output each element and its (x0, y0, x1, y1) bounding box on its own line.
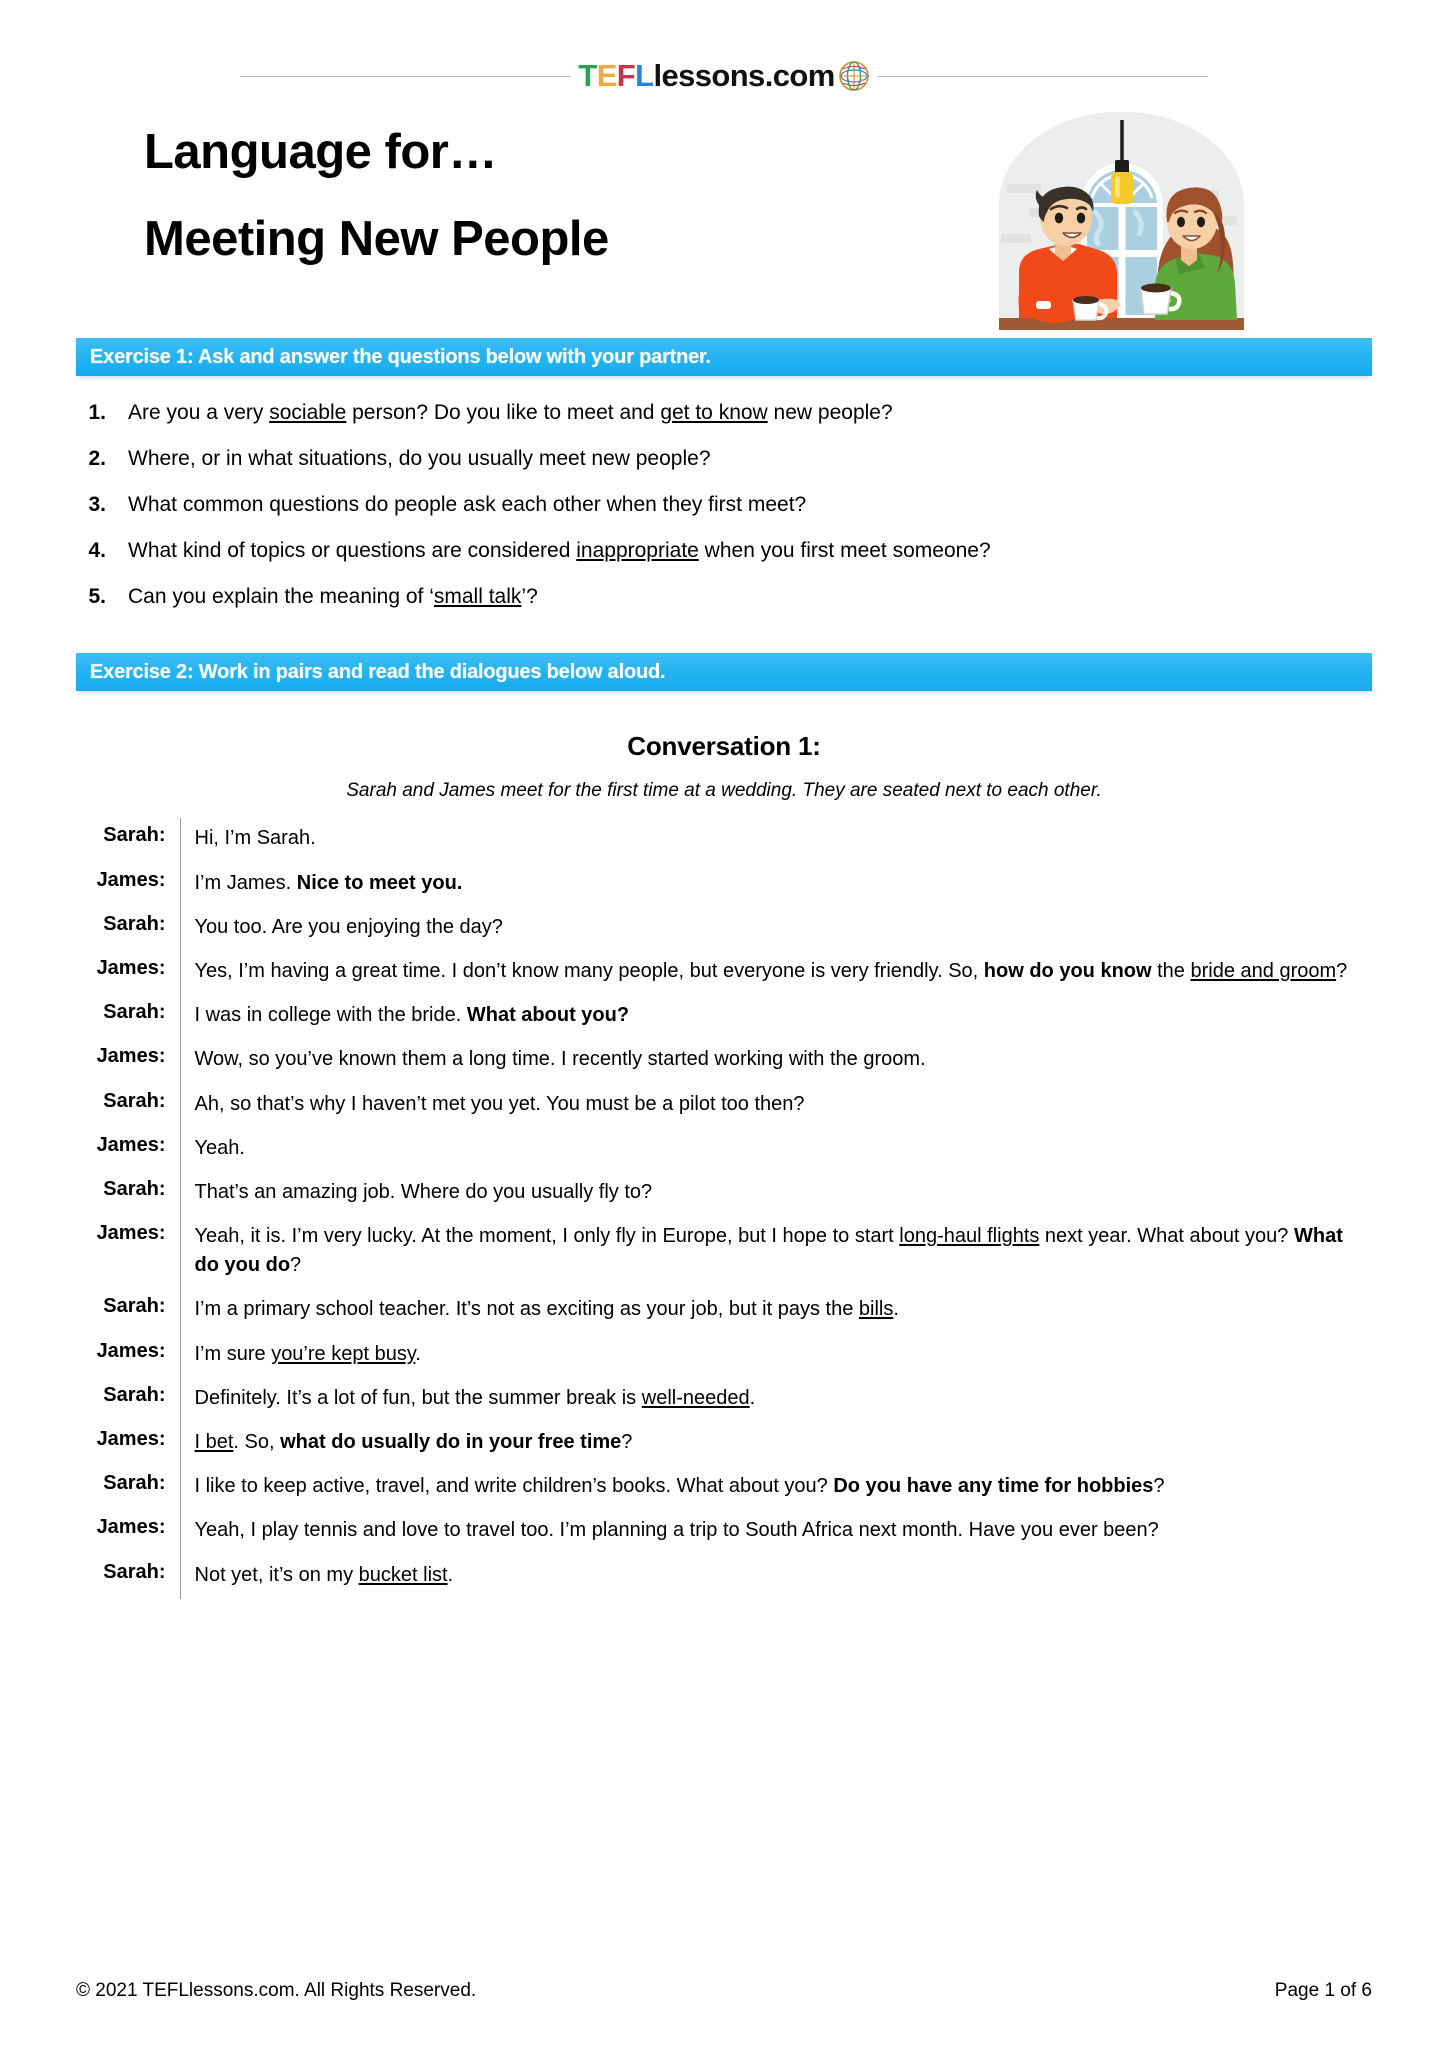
dialogue-line (180, 1510, 1372, 1554)
bold-phrase: What about you? (466, 1004, 630, 1027)
question-item (76, 492, 1372, 538)
dialogue-speaker: James: (76, 1128, 180, 1172)
underlined-phrase: bills (858, 1298, 894, 1321)
question-text (128, 584, 1372, 611)
text-run: ’? (521, 584, 538, 608)
text-run: . So, (233, 1431, 281, 1453)
dialogue-speaker: Sarah: (76, 1378, 180, 1422)
question-item (76, 584, 1372, 630)
exercise-2-banner-label: Exercise 2: Work in pairs and read the dialogues below aloud. (90, 660, 666, 683)
bold-phrase: Do you have any time for hobbies (833, 1475, 1154, 1498)
text-run: I like to keep active, travel, and write children’s books. What about you? (194, 1475, 834, 1498)
conversation-context: Sarah and James meet for the first time at a wedding. They are seated next to each other. (346, 780, 1102, 802)
dialogue-line (180, 1039, 1372, 1083)
dialogue-line (180, 1084, 1372, 1128)
text-run: Not yet, it’s on my (194, 1563, 359, 1586)
dialogue-line (180, 1289, 1372, 1333)
text-run: Wow, so you’ve known them a long time. I recently started working with the groom. (194, 1048, 926, 1071)
dialogue-line (180, 1466, 1372, 1510)
dialogue-line (180, 1216, 1372, 1289)
text-run: You too. Are you enjoying the day? (194, 915, 503, 938)
dialogue-line (180, 818, 1372, 862)
text-run: ? (1153, 1475, 1165, 1498)
question-number: 1. (88, 401, 106, 424)
dialogue-row (76, 863, 1372, 907)
dialogue-line (180, 951, 1372, 995)
dialogue-speaker: Sarah: (76, 1084, 180, 1128)
question-item (76, 446, 1372, 492)
underlined-phrase: you’re kept busy (271, 1342, 416, 1365)
dialogue-speaker: Sarah: (76, 1172, 180, 1216)
dialogue-row (76, 1216, 1372, 1289)
dialogue-line (180, 1172, 1372, 1216)
question-number: 5. (88, 584, 106, 608)
underlined-phrase: long-haul flights (899, 1225, 1040, 1248)
question-number: 4. (88, 538, 106, 562)
bold-phrase: what do usually do in your free time (280, 1431, 622, 1453)
underlined-phrase: sociable (269, 401, 347, 424)
dialogue-table (76, 818, 1372, 1598)
dialogue-row (76, 818, 1372, 862)
text-run: . (749, 1386, 756, 1409)
dialogue-line (180, 1378, 1372, 1422)
dialogue-row (76, 951, 1372, 995)
underlined-phrase: small talk (433, 584, 522, 608)
dialogue-row (76, 1510, 1372, 1554)
text-run: I’m a primary school teacher. It’s not as exciting as your job, but it pays the (194, 1298, 859, 1321)
dialogue-speaker: Sarah: (76, 907, 180, 951)
text-run: Hi, I’m Sarah. (194, 827, 316, 850)
text-run: I’m James. (194, 871, 297, 894)
underlined-phrase: well-needed (641, 1386, 750, 1409)
text-run: What common questions do people ask each other when they first meet? (128, 492, 807, 516)
dialogue-speaker: James: (76, 863, 180, 907)
conversation-title: Conversation 1: (627, 731, 821, 762)
question-item (76, 538, 1372, 584)
site-logo-header (76, 0, 1372, 100)
footer-copyright: © 2021 TEFLlessons.com. All Rights Reserved. (76, 1980, 477, 2001)
text-run: I was in college with the bride. (194, 1004, 467, 1027)
dialogue-row (76, 1466, 1372, 1510)
dialogue-row (76, 1128, 1372, 1172)
page-title-line2: Meeting New People (144, 212, 609, 266)
dialogue-row (76, 1084, 1372, 1128)
text-run: ? (290, 1254, 302, 1277)
dialogue-line (180, 1555, 1372, 1599)
dialogue-row (76, 1172, 1372, 1216)
bold-phrase: What do you do (194, 1225, 1343, 1277)
text-run: when you first meet someone? (698, 538, 991, 562)
bold-phrase: how do you know (983, 959, 1152, 982)
dialogue-speaker: Sarah: (76, 818, 180, 862)
question-number: 2. (88, 446, 106, 470)
text-run: . (893, 1298, 899, 1321)
text-run: That’s an amazing job. Where do you usually fly to? (194, 1180, 653, 1203)
dialogue-speaker: James: (76, 1334, 180, 1378)
text-run: Yes, I’m having a great time. I don’t know many people, but everyone is very friendly. So, (194, 959, 984, 982)
text-run: What kind of topics or questions are considered (128, 538, 577, 562)
dialogue-row (76, 995, 1372, 1039)
question-text (128, 446, 1372, 473)
text-run: I’m sure (194, 1342, 272, 1365)
exercise-1-banner (76, 338, 1372, 376)
dialogue-speaker: James: (76, 1422, 180, 1466)
dialogue-speaker: Sarah: (76, 995, 180, 1039)
dialogue-speaker: Sarah: (76, 1466, 180, 1510)
text-run: ? (621, 1431, 633, 1453)
question-text (128, 538, 1372, 565)
dialogue-line (180, 863, 1372, 907)
dialogue-line (180, 907, 1372, 951)
dialogue-speaker: James: (76, 1039, 180, 1083)
dialogue-row (76, 1289, 1372, 1333)
dialogue-line (180, 1334, 1372, 1378)
text-run: Where, or in what situations, do you usually meet new people? (128, 446, 711, 470)
logo-letter-f: F (616, 58, 636, 93)
dialogue-row (76, 1039, 1372, 1083)
underlined-phrase: get to know (660, 401, 768, 424)
page-title-line1: Language for… (144, 125, 497, 179)
underlined-phrase: bucket list (358, 1563, 448, 1586)
dialogue-speaker: James: (76, 1510, 180, 1554)
text-run: Yeah, I play tennis and love to travel too. I’m planning a trip to South Africa next month. Have you ever been? (194, 1519, 1159, 1542)
footer-page-number: Page 1 of 6 (1274, 1980, 1372, 2001)
dialogue-row (76, 907, 1372, 951)
logo-letter-t: T (578, 58, 597, 93)
underlined-phrase: bride and groom (1190, 959, 1337, 982)
text-run: . (447, 1563, 454, 1586)
dialogue-line (180, 1422, 1372, 1466)
question-text (128, 492, 1372, 519)
text-run: new people? (767, 401, 893, 424)
dialogue-speaker: James: (76, 1216, 180, 1289)
dialogue-speaker: Sarah: (76, 1289, 180, 1333)
two-people-talking-coffee-illustration (989, 112, 1254, 337)
text-run: the (1151, 959, 1191, 982)
question-item (76, 400, 1372, 446)
bold-phrase: Nice to meet you. (296, 871, 463, 894)
text-run: Can you explain the meaning of ‘ (128, 584, 434, 608)
header-rule-right (878, 76, 1208, 77)
dialogue-row (76, 1422, 1372, 1466)
logo-domain-text: lessons.com (653, 58, 835, 93)
exercise-1-question-list (76, 400, 1372, 629)
globe-icon (838, 60, 870, 92)
logo-letter-l: L (635, 58, 654, 93)
question-text (128, 400, 1372, 427)
dialogue-speaker: James: (76, 951, 180, 995)
dialogue-row (76, 1555, 1372, 1599)
text-run: . (415, 1342, 421, 1365)
dialogue-line (180, 995, 1372, 1039)
text-run: next year. What about you? (1039, 1225, 1294, 1248)
text-run: ? (1336, 959, 1348, 982)
exercise-1-banner-label: Exercise 1: Ask and answer the questions below with your partner. (90, 345, 711, 368)
text-run: Are you a very (128, 401, 270, 424)
question-number: 3. (88, 492, 106, 516)
logo-letter-e: E (596, 58, 617, 93)
title-block (76, 118, 1372, 314)
header-rule-left (240, 76, 570, 77)
dialogue-row (76, 1334, 1372, 1378)
dialogue-row (76, 1378, 1372, 1422)
underlined-phrase: inappropriate (576, 538, 699, 562)
text-run: Yeah, it is. I’m very lucky. At the moment, I only fly in Europe, but I hope to start (194, 1225, 900, 1248)
logo-wordmark (578, 58, 869, 94)
text-run: person? Do you like to meet and (346, 401, 661, 424)
dialogue-speaker: Sarah: (76, 1555, 180, 1599)
text-run: Definitely. It’s a lot of fun, but the summer break is (194, 1386, 642, 1409)
text-run: Yeah. (194, 1136, 245, 1159)
dialogue-line (180, 1128, 1372, 1172)
underlined-phrase: I bet (194, 1431, 234, 1453)
text-run: Ah, so that’s why I haven’t met you yet. You must be a pilot too then? (194, 1092, 805, 1115)
exercise-2-banner (76, 653, 1372, 691)
page-footer (76, 1980, 1372, 2002)
